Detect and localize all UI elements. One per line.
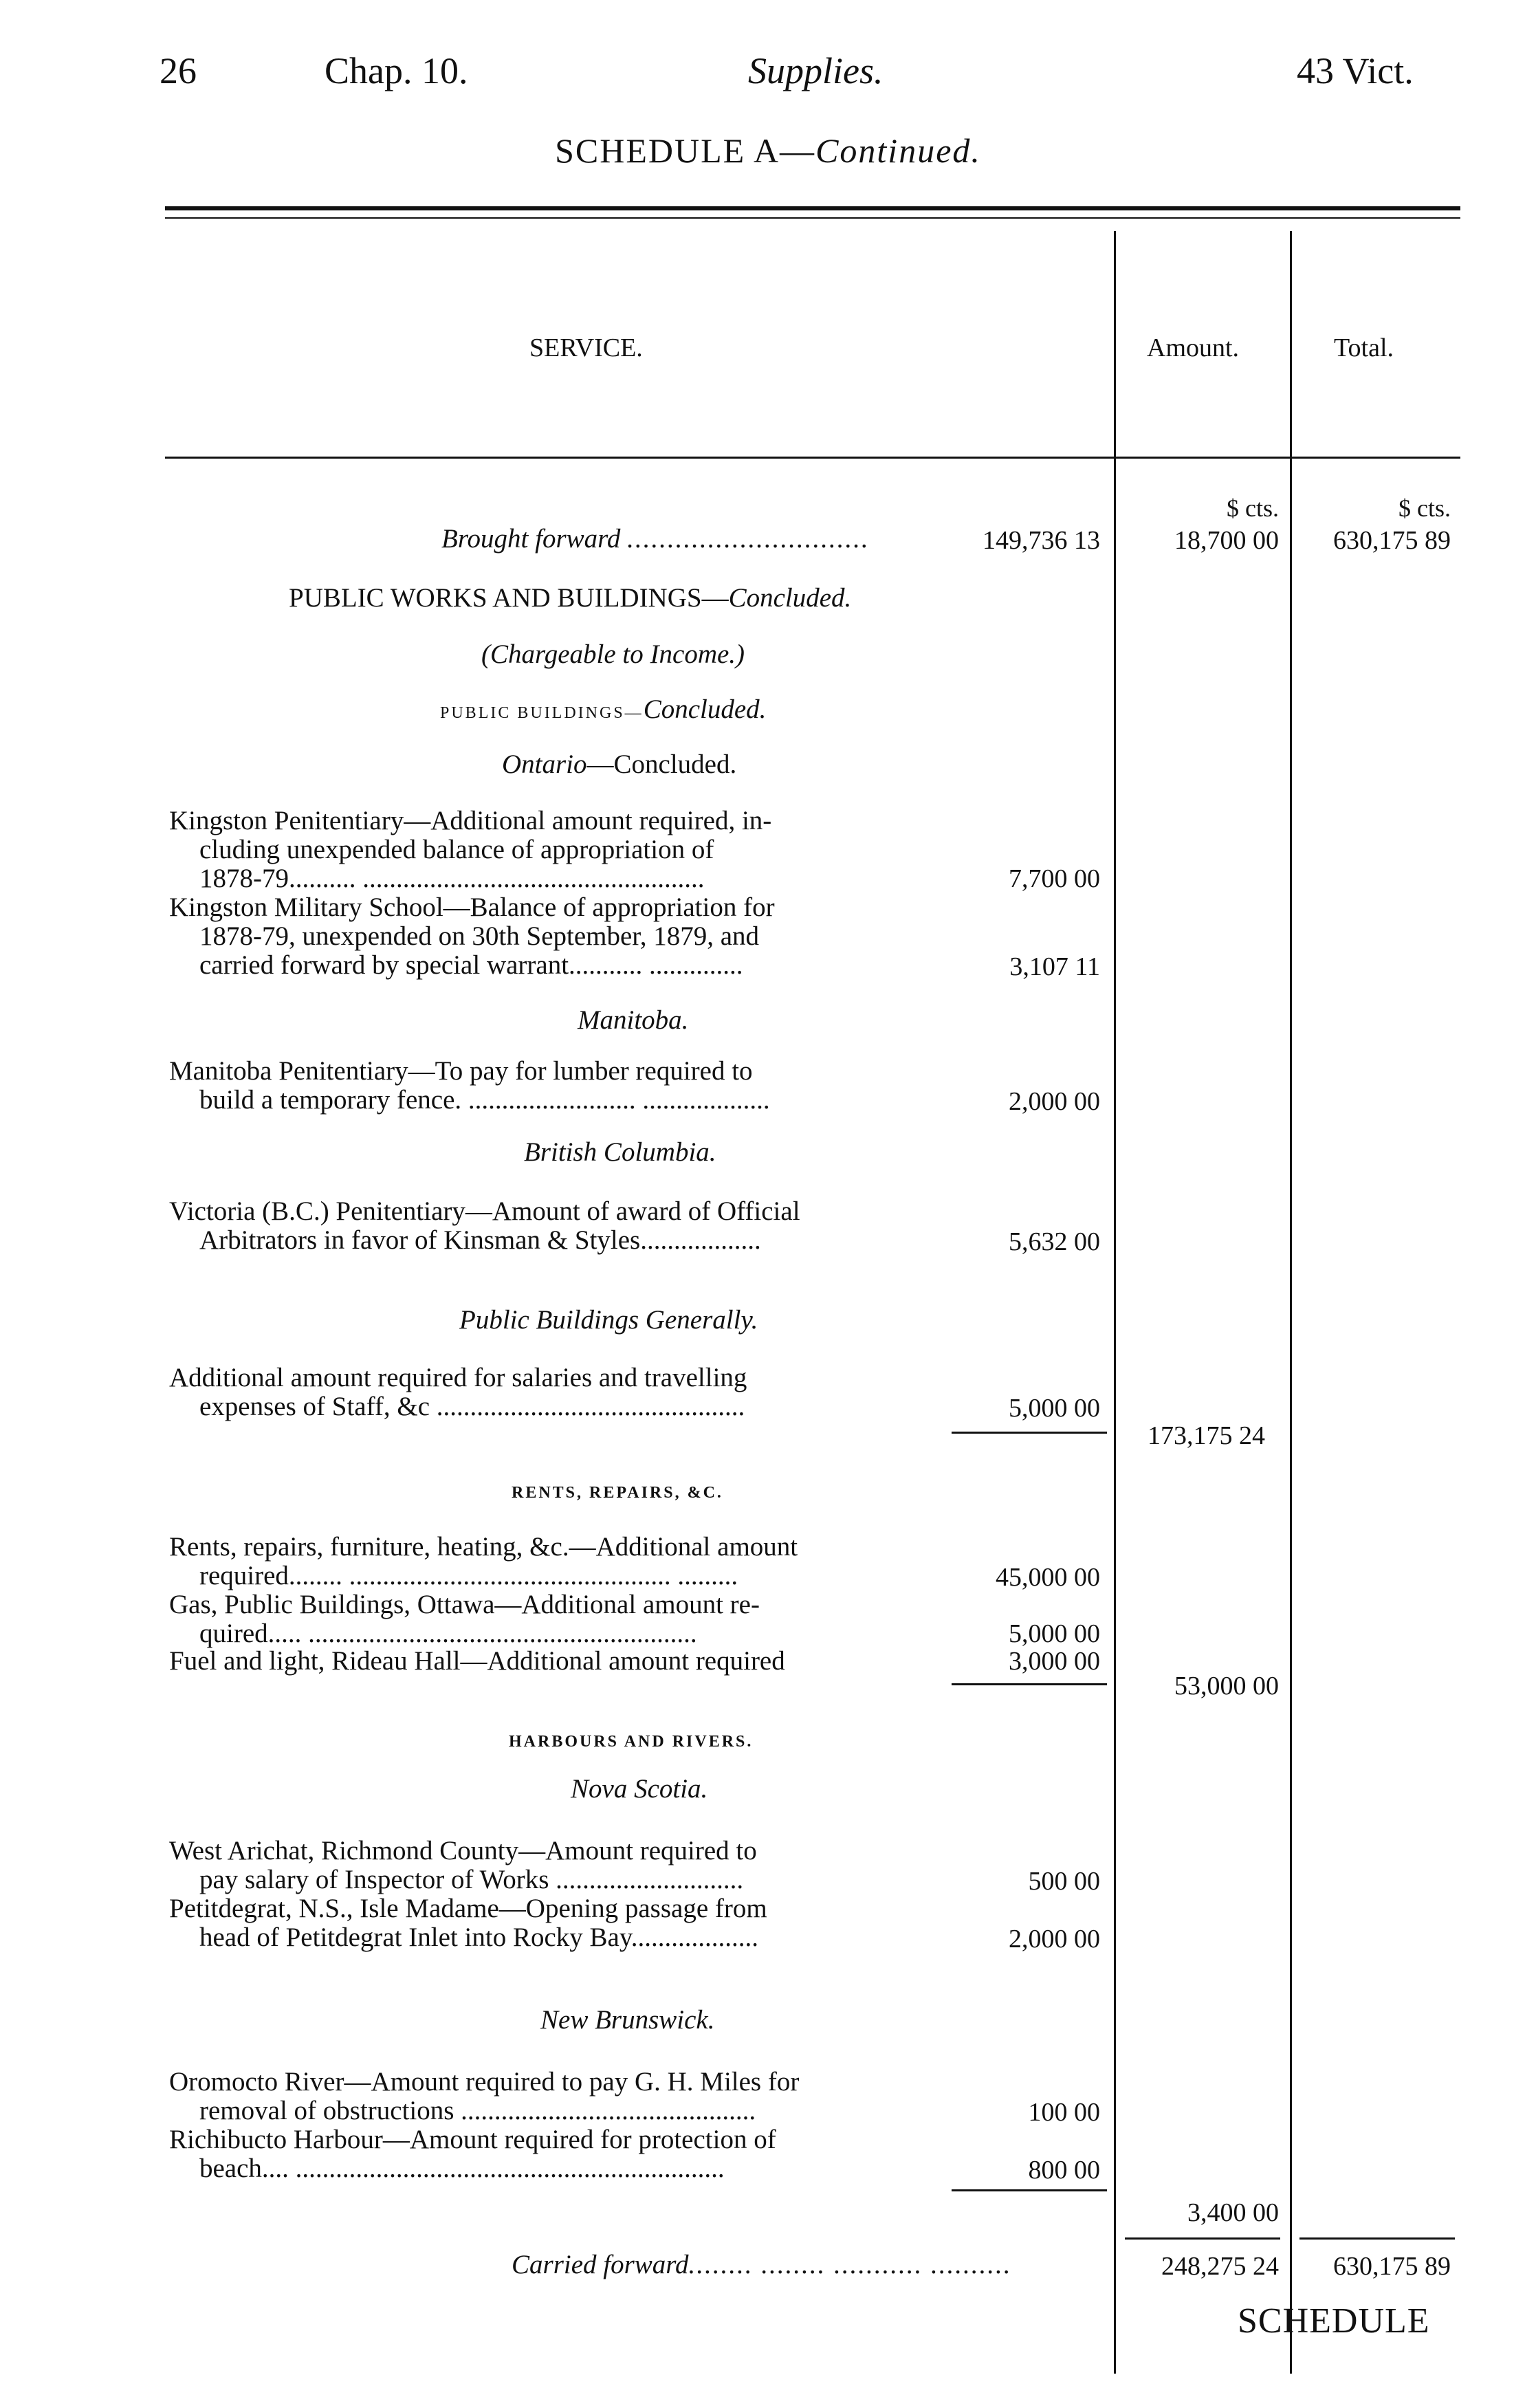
top-rule-thin [165, 217, 1460, 219]
brought-forward-items: 149,736 13 [983, 526, 1100, 555]
column-header-amount: Amount. [1147, 333, 1240, 362]
section-title: PUBLIC WORKS AND BUILDINGS—Concluded. [289, 583, 852, 613]
schedule-title: SCHEDULE A—Continued. [555, 131, 981, 170]
subtotal-rule-1 [952, 1432, 1107, 1434]
victoria-pen-line-1: Victoria (B.C.) Penitentiary—Amount of award of Official [169, 1196, 800, 1226]
new-brunswick-heading: New Brunswick. [540, 2005, 715, 2035]
subtotal-rule-3 [952, 2189, 1107, 2191]
column-divider-total [1290, 231, 1292, 2374]
ontario-heading: Ontario—Concluded. [502, 749, 737, 779]
petitdegrat-line-1: Petitdegrat, N.S., Isle Madame—Opening passage from [169, 1894, 767, 1923]
total-column-rule [1299, 2237, 1455, 2240]
west-arichat-line-2: pay salary of Inspector of Works ............................ [199, 1865, 744, 1894]
rents-subtotal: 53,000 00 [1174, 1672, 1279, 1700]
column-divider-amount [1114, 231, 1116, 2374]
pbg-heading: Public Buildings Generally. [459, 1305, 758, 1335]
rents-value: 45,000 00 [996, 1563, 1100, 1592]
amount-total-rule [1125, 2237, 1280, 2240]
catchword: SCHEDULE [1238, 2301, 1430, 2341]
header-rule [165, 457, 1460, 459]
harbours-subtotal: 3,400 00 [1187, 2198, 1279, 2227]
harbours-heading: HARBOURS AND RIVERS. [509, 1733, 754, 1751]
nova-scotia-heading: Nova Scotia. [571, 1774, 708, 1804]
running-title: Supplies. [748, 50, 884, 91]
manitoba-heading: Manitoba. [578, 1005, 689, 1035]
total-units: $ cts. [1398, 494, 1451, 522]
pbg-value: 5,000 00 [1009, 1394, 1100, 1423]
oromocto-line-1: Oromocto River—Amount required to pay G. H. Miles for [169, 2067, 800, 2097]
kingston-mil-line-2: 1878-79, unexpended on 30th September, 1879, and [199, 921, 760, 951]
brought-forward-amount: 18,700 00 [1174, 526, 1279, 555]
brought-forward-total: 630,175 89 [1333, 526, 1451, 555]
oromocto-value: 100 00 [1028, 2098, 1100, 2127]
west-arichat-line-1: West Arichat, Richmond County—Amount required to [169, 1836, 757, 1865]
column-header-total: Total. [1334, 333, 1394, 362]
gas-line-2: quired..... .......................................................... [199, 1619, 697, 1648]
kingston-mil-line-1: Kingston Military School—Balance of appropriation for [169, 893, 775, 922]
kingston-mil-value: 3,107 11 [1009, 952, 1100, 981]
kingston-pen-line-3: 1878-79.......... ................................................... [199, 864, 705, 893]
kingston-pen-line-1: Kingston Penitentiary—Additional amount required, in- [169, 806, 772, 835]
fuel-value: 3,000 00 [1009, 1647, 1100, 1676]
manitoba-pen-line-1: Manitoba Penitentiary—To pay for lumber required to [169, 1056, 753, 1086]
subsection-title: PUBLIC BUILDINGS—Concluded. [440, 694, 767, 724]
column-header-service: SERVICE. [529, 333, 643, 362]
chapter-label: Chap. 10. [325, 50, 468, 91]
pbg-line-1: Additional amount required for salaries and travelling [169, 1363, 747, 1392]
oromocto-line-2: removal of obstructions ............................................ [199, 2096, 756, 2125]
rents-line-2: required........ ................................................ ......... [199, 1561, 738, 1590]
west-arichat-value: 500 00 [1028, 1867, 1100, 1896]
top-rule-thick [165, 206, 1460, 210]
page-number: 26 [160, 50, 197, 91]
petitdegrat-line-2: head of Petitdegrat Inlet into Rocky Bay................... [199, 1923, 759, 1952]
gas-value: 5,000 00 [1009, 1619, 1100, 1648]
kingston-pen-value: 7,700 00 [1009, 864, 1100, 893]
rents-line-1: Rents, repairs, furniture, heating, &c.—Additional amount [169, 1532, 798, 1562]
subtotal-rule-2 [952, 1683, 1107, 1685]
gas-line-1: Gas, Public Buildings, Ottawa—Additional amount re- [169, 1590, 760, 1619]
manitoba-pen-value: 2,000 00 [1009, 1087, 1100, 1116]
fuel-line-1: Fuel and light, Rideau Hall—Additional amount required [169, 1646, 785, 1676]
kingston-mil-line-3: carried forward by special warrant........... .............. [199, 950, 743, 980]
year-label: 43 Vict. [1297, 50, 1414, 91]
kingston-pen-line-2: cluding unexpended balance of appropriation of [199, 835, 714, 864]
public-buildings-subtotal: 173,175 24 [1148, 1421, 1265, 1450]
pbg-line-2: expenses of Staff, &c .............................................. [199, 1392, 745, 1421]
bc-heading: British Columbia. [524, 1137, 716, 1167]
manitoba-pen-line-2: build a temporary fence. ......................... ................... [199, 1085, 770, 1115]
chargeable-note: (Chargeable to Income.) [481, 639, 745, 669]
carried-forward-amount: 248,275 24 [1161, 2252, 1279, 2281]
richibucto-value: 800 00 [1028, 2156, 1100, 2185]
richibucto-line-2: beach.... ................................................................ [199, 2154, 725, 2183]
victoria-pen-line-2: Arbitrators in favor of Kinsman & Styles.................. [199, 1225, 761, 1255]
petitdegrat-value: 2,000 00 [1009, 1925, 1100, 1953]
rents-heading: RENTS, REPAIRS, &C. [512, 1484, 723, 1502]
brought-forward-label: Brought forward .............................. [441, 524, 870, 554]
carried-forward-total: 630,175 89 [1333, 2252, 1451, 2281]
richibucto-line-1: Richibucto Harbour—Amount required for protection of [169, 2125, 776, 2154]
amount-units: $ cts. [1227, 494, 1279, 522]
victoria-pen-value: 5,632 00 [1009, 1227, 1100, 1256]
carried-forward-label: Carried forward........ ........ ........... .......... [512, 2250, 1012, 2279]
